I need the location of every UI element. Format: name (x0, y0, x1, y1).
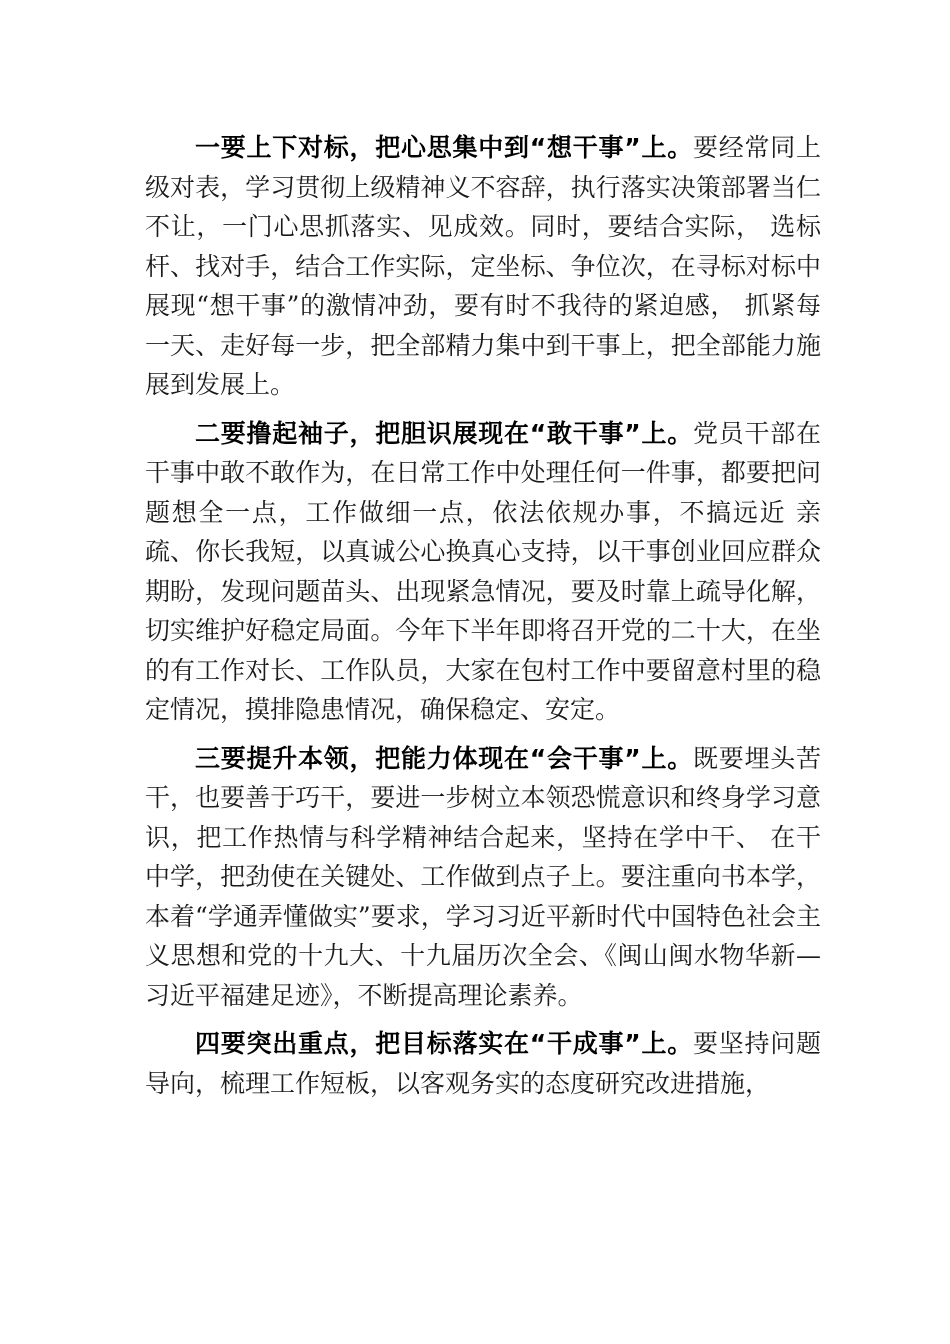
paragraph-2-text: 党员干部在干事中敢不敢作为，在日常工作中处理任何一件事，都要把问题想全一点，工作做细一点，依法依规办事，不搞远近 亲疏、你长我短，以真诚公心换真心支持，以干事创业回应群众期盼，发现问题苗头、出现紧急情况，要及时靠上疏导化解，切实维护好稳定局面。今年下半年即将召开党的二十大，在坐的有工作对长、工作队员，大家在包村工作中要留意村里的稳定情况，摸排隐患情况，确保稳定、安定。 (145, 418, 821, 724)
paragraph-3-text: 既要埋头苦干，也要善于巧干，要进一步树立本领恐慌意识和终身学习意识，把工作热情与科学精神结合起来，坚持在学中干、 在干中学，把劲使在关键处、工作做到点子上。要注重向书本学，本着“学通弄懂做实”要求，学习习近平新时代中国特色社会主义思想和党的十九大、十九届历次全会、《闽山闽水物华新—习近平福建足迹》，不断提高理论素养。 (145, 743, 821, 1010)
paragraph-1 (145, 128, 821, 405)
paragraph-3-heading: 三要提升本领，把能力体现在“会干事”上。 (195, 743, 693, 773)
paragraph-1-text: 要经常同上级对表，学习贯彻上级精神义不容辞，执行落实决策部署当仁不让，一门心思抓落实、见成效。同时，要结合实际， 选标杆、找对手，结合工作实际，定坐标、争位次，在寻标对标中展现“想干事”的激情冲劲，要有时不我待的紧迫感， 抓紧每一天、走好每一步，把全部精力集中到干事上，把全部能力施展到发展上。 (145, 133, 821, 399)
paragraph-2-heading: 二要撸起袖子，把胆识展现在“敢干事”上。 (195, 418, 693, 448)
paragraph-4-heading: 四要突出重点，把目标落实在“干成事”上。 (195, 1029, 693, 1058)
paragraph-1-heading: 一要上下对标，把心思集中到“想干事”上。 (195, 133, 693, 162)
paragraph-3 (145, 739, 821, 1016)
paragraph-4 (145, 1024, 821, 1103)
paragraph-4-text: 要坚持问题导向，梳理工作短板，以客观务实的态度研究改进措施， (145, 1029, 821, 1098)
document-body (145, 128, 821, 1112)
paragraph-2 (145, 414, 821, 730)
